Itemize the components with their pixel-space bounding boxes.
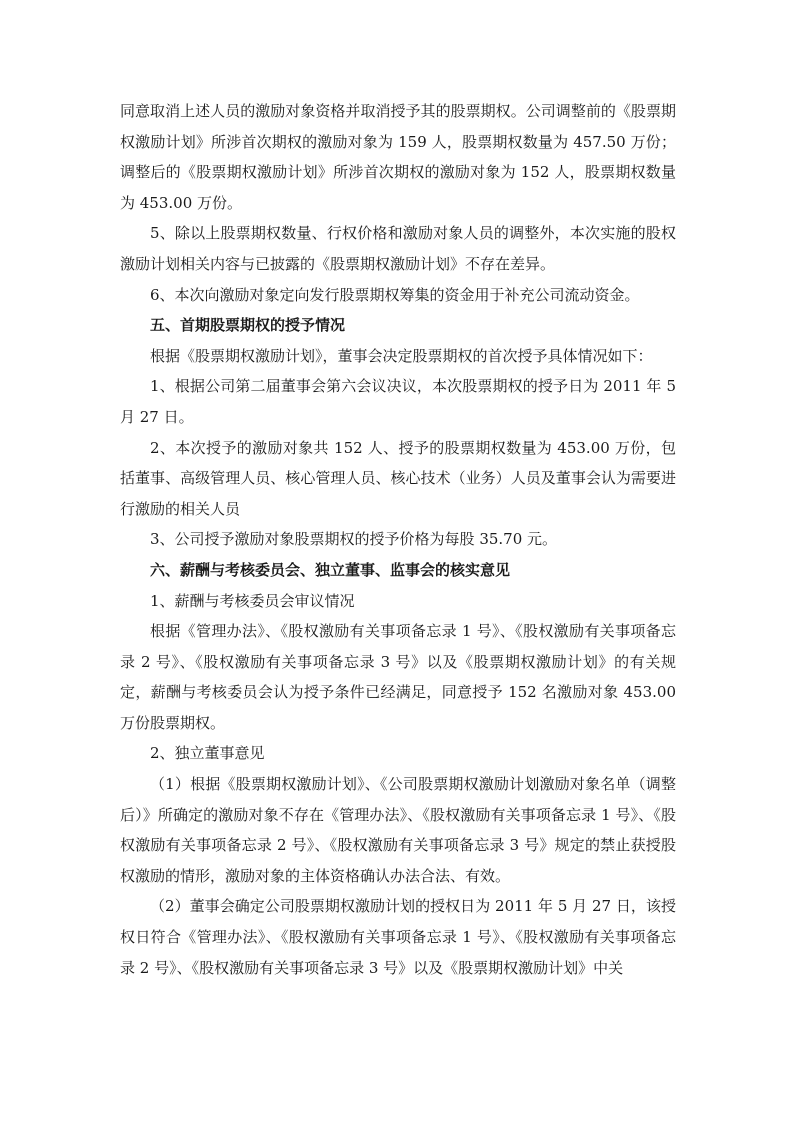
paragraph-grant-3: 3、公司授予激励对象股票期权的授予价格为每股 35.70 元。: [150, 530, 558, 549]
paragraph-item-6: 6、本次向激励对象定向发行股票期权筹集的资金用于补充公司流动资金。: [150, 285, 640, 304]
paragraph-grant-1: 1、根据公司第二届董事会第六会议决议，本次股票期权的授予日为 2011 年 5 月 27 日。: [120, 377, 676, 426]
paragraph-director-opinion-1: （1）根据《股票期权激励计划》、《公司股票期权激励计划激励对象名单（调整后）》所确定的激励对象不存在《管理办法》、《股权激励有关事项备忘录 1 号》、《股权激励有关事项备忘录 2 号》、《股权激励有关事项备忘录 3 号》规定的禁止获授股权激励的情形，激励对象的主体资格确认办法合法、有效。: [120, 775, 676, 885]
paragraph-continuation: 同意取消上述人员的激励对象资格并取消授予其的股票期权。公司调整前的《股票期权激励计划》所涉首次期权的激励对象为 159 人，股票期权数量为 457.50 万份；调整后的《股票期权激励计划》所涉首次期权的激励对象为 152 人，股票期权数量为 453.00 万份。: [120, 102, 676, 212]
document-body: [120, 96, 676, 983]
section-heading-5: 五、首期股票期权的授予情况: [150, 316, 346, 335]
paragraph-committee-opinion: 根据《管理办法》、《股权激励有关事项备忘录 1 号》、《股权激励有关事项备忘录 2 号》、《股权激励有关事项备忘录 3 号》以及《股票期权激励计划》的有关规定，薪酬与考核委员会认为授予条件已经满足，同意授予 152 名激励对象 453.00 万份股票期权。: [120, 622, 676, 732]
paragraph-grant-intro: 根据《股票期权激励计划》，董事会决定股票期权的首次授予具体情况如下：: [150, 346, 653, 365]
paragraph-grant-2: 2、本次授予的激励对象共 152 人、授予的股票期权数量为 453.00 万份，包括董事、高级管理人员、核心管理人员、核心技术（业务）人员及董事会认为需要进行激励的相关人员: [120, 438, 676, 518]
paragraph-director-opinion-2: （2）董事会确定公司股票期权激励计划的授权日为 2011 年 5 月 27 日，该授权日符合《管理办法》、《股权激励有关事项备忘录 1 号》、《股权激励有关事项备忘录 2 号》、《股权激励有关事项备忘录 3 号》以及《股票期权激励计划》中关: [120, 897, 676, 977]
subheading-independent-directors: 2、独立董事意见: [150, 744, 265, 763]
paragraph-item-5: 5、除以上股票期权数量、行权价格和激励对象人员的调整外，本次实施的股权激励计划相关内容与已披露的《股票期权激励计划》不存在差异。: [120, 224, 676, 273]
section-heading-6: 六、薪酬与考核委员会、独立董事、监事会的核实意见: [150, 560, 511, 579]
subheading-committee: 1、薪酬与考核委员会审议情况: [150, 591, 355, 610]
